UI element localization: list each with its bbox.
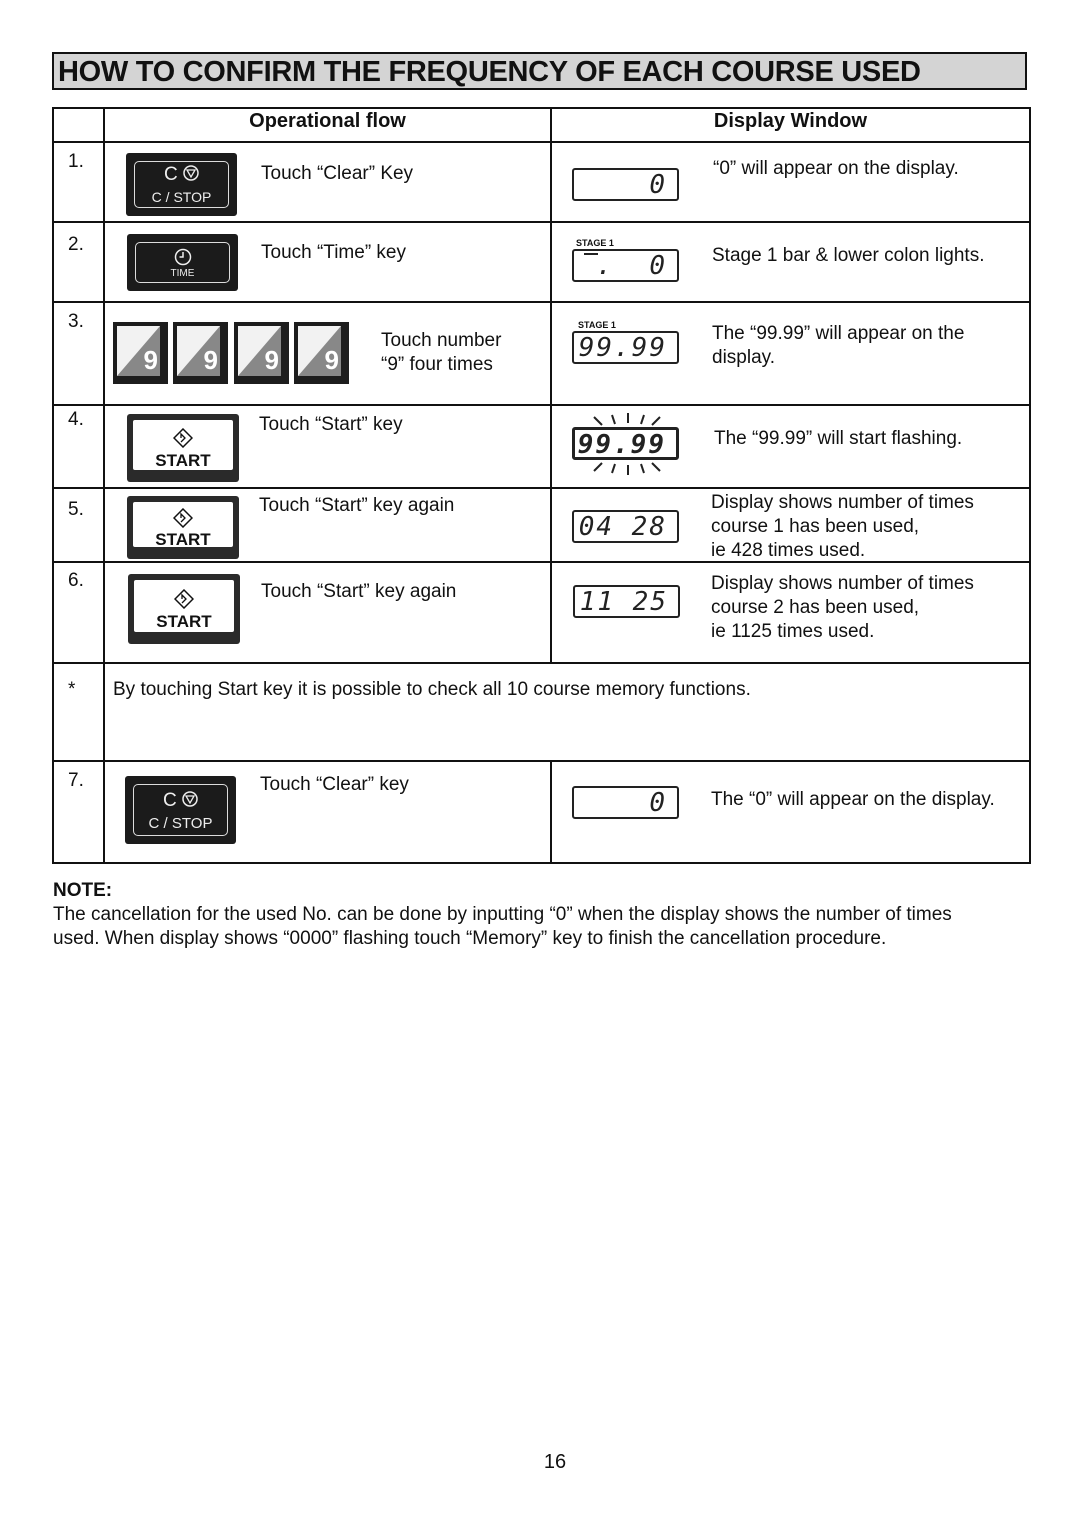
display-text: ie 1125 times used. <box>711 621 875 642</box>
start-key-label: START <box>155 530 211 549</box>
display-text: display. <box>712 347 776 368</box>
display-text: Display shows number of times <box>711 573 974 594</box>
display-text: The “99.99” will start flashing. <box>714 428 963 449</box>
page-number: 16 <box>543 1451 567 1473</box>
lcd-readout: 99.99 <box>578 333 667 363</box>
lcd-display <box>572 510 679 543</box>
lcd-display-flashing <box>572 427 679 460</box>
lcd-readout: 11 25 <box>579 587 668 617</box>
display-text: “0” will appear on the display. <box>713 158 959 179</box>
step-number: 5. <box>68 499 84 520</box>
action-text: Touch number <box>381 330 502 351</box>
stop-icon <box>183 165 199 181</box>
note-heading: NOTE: <box>53 880 113 901</box>
action-text: Touch “Start” key again <box>261 581 457 602</box>
header-operational-flow: Operational flow <box>249 110 406 132</box>
display-text: Display shows number of times <box>711 492 974 513</box>
action-text: Touch “Start” key <box>259 414 403 435</box>
action-text: Touch “Start” key again <box>259 495 455 516</box>
stage-indicator: STAGE 1 <box>578 320 616 330</box>
lcd-display <box>572 249 679 282</box>
clock-icon <box>174 248 192 266</box>
stage-indicator: STAGE 1 <box>576 238 614 248</box>
number-nine-key-icon: 9 <box>294 322 349 384</box>
action-text: “9” four times <box>381 354 493 375</box>
step-number: 6. <box>68 570 84 591</box>
clear-key-letter: C <box>163 164 178 185</box>
footnote-text: By touching Start key it is possible to check all 10 course memory functions. <box>113 679 751 700</box>
step-number: 7. <box>68 770 84 791</box>
number-nine-key-icon: 9 <box>173 322 228 384</box>
start-key-icon <box>128 574 240 644</box>
step-number: 3. <box>68 311 84 332</box>
display-text: course 1 has been used, <box>711 516 920 537</box>
page-title: HOW TO CONFIRM THE FREQUENCY OF EACH COURSE USED <box>52 52 1027 90</box>
number-nine-key-icon: 9 <box>113 322 168 384</box>
diamond-start-icon <box>174 589 194 609</box>
footnote-mark: * <box>68 679 76 700</box>
clear-stop-key-label: C / STOP <box>151 189 212 205</box>
display-text: ie 428 times used. <box>711 540 866 561</box>
header-display-window: Display Window <box>713 110 868 132</box>
stop-icon <box>182 791 198 807</box>
clear-stop-key-label: C / STOP <box>148 815 213 832</box>
lcd-display <box>573 585 680 618</box>
action-text: Touch “Clear” Key <box>261 163 414 184</box>
time-key-label: TIME <box>170 268 195 279</box>
step-number: 2. <box>68 234 84 255</box>
display-text: Stage 1 bar & lower colon lights. <box>712 245 985 266</box>
diamond-start-icon <box>173 508 193 528</box>
start-key-icon <box>127 496 239 559</box>
note-line: used. When display shows “0000” flashing touch “Memory” key to finish the cancellation procedure. <box>53 928 887 949</box>
start-key-label: START <box>155 451 211 470</box>
lcd-readout: . 0 <box>596 251 667 281</box>
action-text: Touch “Time” key <box>261 242 406 263</box>
note-line: The cancellation for the used No. can be done by inputting “0” when the display shows the number of times <box>53 904 952 925</box>
step-number: 1. <box>68 151 84 172</box>
lcd-display <box>572 331 679 364</box>
display-text: The “99.99” will appear on the <box>712 323 965 344</box>
diamond-start-icon <box>173 428 193 448</box>
display-text: course 2 has been used, <box>711 597 920 618</box>
clear-stop-key-icon <box>125 776 236 844</box>
action-text: Touch “Clear” key <box>260 774 409 795</box>
start-key-icon <box>127 414 239 482</box>
lcd-readout: 04 28 <box>578 512 667 542</box>
lcd-readout: 0 <box>649 788 667 818</box>
time-key-icon <box>127 234 238 291</box>
clear-key-letter: C <box>162 790 177 811</box>
step-number: 4. <box>68 409 84 430</box>
display-text: The “0” will appear on the display. <box>711 789 995 810</box>
number-nine-key-icon: 9 <box>234 322 289 384</box>
lcd-readout: 0 <box>649 170 667 200</box>
lcd-display <box>572 168 679 201</box>
lcd-readout: 99.99 <box>577 430 666 460</box>
start-key-label: START <box>156 612 212 631</box>
clear-stop-key-icon <box>126 153 237 216</box>
lcd-display <box>572 786 679 819</box>
